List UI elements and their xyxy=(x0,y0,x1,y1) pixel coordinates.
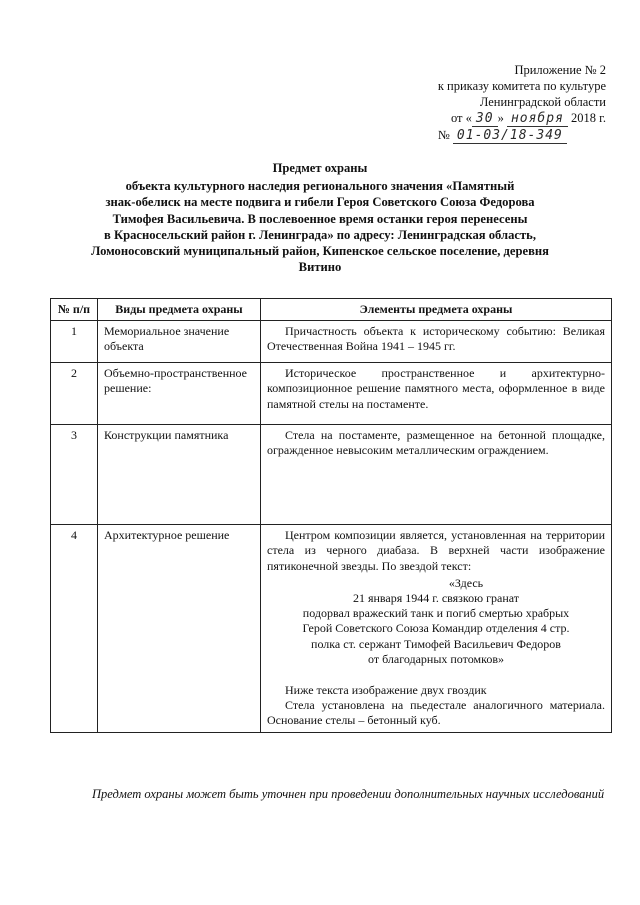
row-number: 1 xyxy=(51,321,98,363)
footnote: Предмет охраны может быть уточнен при проведении дополнительных научных исследований xyxy=(92,787,605,801)
row-type: Мемориальное значение объекта xyxy=(98,321,261,363)
title-line-6: Ломоносовский муниципальный район, Кипенское сельское поселение, деревня xyxy=(91,244,549,259)
title-line-4: Тимофея Васильевича. В послевоенное время останки героя перенесены xyxy=(112,211,528,226)
pedestal-note: Стела установлена на пьедестале аналогичного материала. Основание стелы – бетонный куб. xyxy=(267,698,605,728)
title-line-3: знак-обелиск на месте подвига и гибели Героя Советского Союза Федорова xyxy=(105,195,535,210)
title-line-1: Предмет охраны xyxy=(272,161,368,175)
table-row xyxy=(51,425,612,525)
inscription-line: от благодарных потомков» xyxy=(367,651,504,666)
title-line-2: объекта культурного наследия регионального значения «Памятный xyxy=(125,179,515,194)
order-number: 01-03/18-349 xyxy=(453,128,567,144)
row-number: 2 xyxy=(51,363,98,425)
table-row xyxy=(51,321,612,363)
row-type: Конструкции памятника xyxy=(98,425,261,525)
row-elements: Причастность объекта к историческому событию: Великая Отечественная Война 1941 – 1945 гг. xyxy=(261,321,612,363)
header-type: Виды предмета охраны xyxy=(98,299,261,321)
row-number: 4 xyxy=(51,525,98,732)
document-title xyxy=(40,160,600,275)
date-mid: » xyxy=(497,111,504,125)
appendix-title: Приложение № 2 xyxy=(514,63,606,77)
date-prefix: от « xyxy=(450,111,472,125)
row-number: 3 xyxy=(51,425,98,525)
stela-description: Центром композиции является, установленная на территории стела из черного диабаза. В верхней части изображение пятиконечной звезды. По звездой текст: xyxy=(267,528,605,573)
date-month: ноября xyxy=(507,111,568,127)
table-row xyxy=(51,525,612,732)
inscription-line: подорвал вражеский танк и погиб смертью храбрых xyxy=(302,606,570,621)
row-type: Архитектурное решение xyxy=(98,525,261,732)
header-elements: Элементы предмета охраны xyxy=(261,299,612,321)
appendix-date-line xyxy=(438,110,606,127)
inscription-line: Герой Советского Союза Командир отделения 4 стр. xyxy=(302,621,570,636)
date-year: 2018 г. xyxy=(571,111,606,125)
row-elements xyxy=(261,525,612,732)
row-elements: Историческое пространственное и архитектурно-композиционное решение памятного места, оформленное в виде памятной стелы на постаменте. xyxy=(261,363,612,425)
row-type: Объемно-пространственное решение: xyxy=(98,363,261,425)
inscription-line: «Здесь xyxy=(448,575,484,590)
title-line-7: Витино xyxy=(298,260,342,275)
table-header-row xyxy=(51,299,612,321)
title-line-5: в Красносельский район г. Ленинграда» по адресу: Ленинградская область, xyxy=(104,227,536,242)
inscription-block xyxy=(267,576,605,667)
inscription-line: 21 января 1944 г. связкою гранат xyxy=(352,591,520,606)
table-row xyxy=(51,363,612,425)
protection-table xyxy=(50,298,612,733)
appendix-block xyxy=(438,62,606,144)
date-day: 30 xyxy=(472,111,498,127)
carnations-note: Ниже текста изображение двух гвоздик xyxy=(285,683,487,698)
header-number: № п/п xyxy=(51,299,98,321)
appendix-region-line: Ленинградской области xyxy=(479,95,606,109)
appendix-number-line xyxy=(438,127,606,144)
appendix-order-line: к приказу комитета по культуре xyxy=(437,79,606,93)
number-prefix: № xyxy=(437,128,450,142)
inscription-line: полка ст. сержант Тимофей Васильевич Федоров xyxy=(311,636,561,651)
row-elements: Стела на постаменте, размещенное на бетонной площадке, огражденное невысоким металлическим ограждением. xyxy=(261,425,612,525)
